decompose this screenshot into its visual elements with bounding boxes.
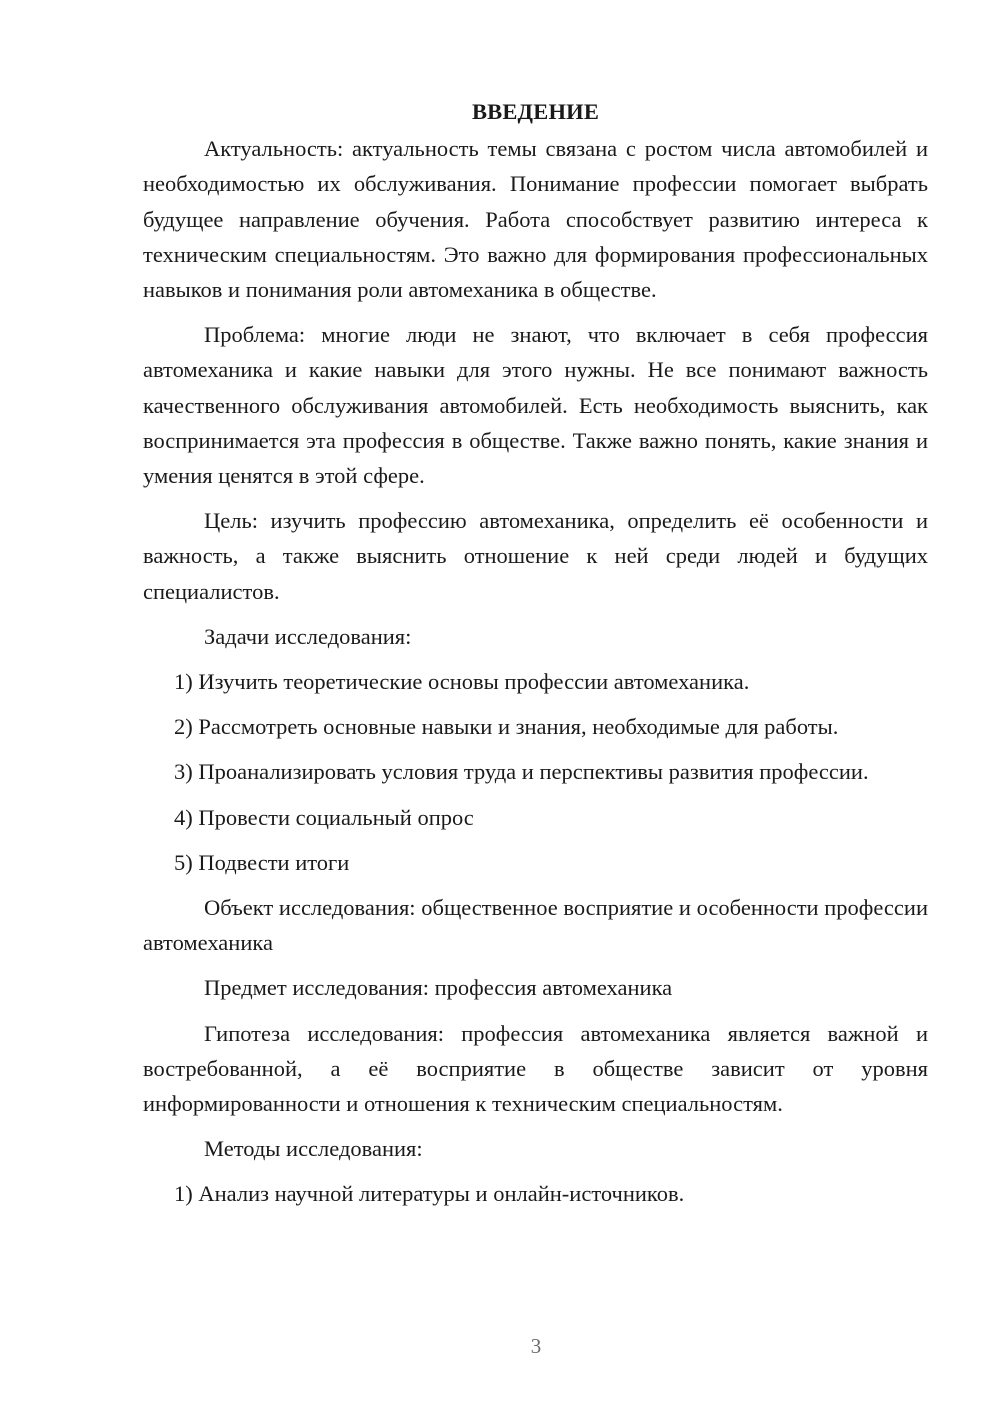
page-number: 3 (530, 1334, 542, 1358)
problem-paragraph: Проблема: многие люди не знают, что включает в себя профессия автомеханика и какие навыки для этого нужны. Не все понимают важность качественного обслуживания автомобилей. Есть необходимость выяснить, как воспринимается эта профессия в обществе. Также важно понять, какие знания и умения ценятся в этой сфере. (143, 322, 928, 489)
subject-paragraph: Предмет исследования: профессия автомеханика (204, 975, 673, 1001)
task-item: 1) Изучить теоретические основы профессии автомеханика. (174, 669, 750, 695)
method-item: 1) Анализ научной литературы и онлайн-источников. (174, 1181, 685, 1207)
tasks-title: Задачи исследования: (204, 623, 412, 649)
goal-paragraph: Цель: изучить профессию автомеханика, определить её особенности и важность, а также выяснить отношение к ней среди людей и будущих специалистов. (143, 508, 928, 604)
task-item: 4) Провести социальный опрос (174, 804, 474, 830)
relevance-paragraph: Актуальность: актуальность темы связана с ростом числа автомобилей и необходимостью их обслуживания. Понимание профессии помогает выбрать будущее направление обучения. Работа способствует развитию интереса к техническим специальностям. Это важно для формирования профессиональных навыков и понимания роли автомеханика в обществе. (143, 136, 928, 303)
methods-title: Методы исследования: (204, 1136, 423, 1162)
page-content (143, 94, 928, 1222)
task-item: 5) Подвести итоги (174, 849, 350, 875)
section-heading: ВВЕДЕНИЕ (471, 99, 600, 124)
hypothesis-paragraph: Гипотеза исследования: профессия автомеханика является важной и востребованной, а её восприятие в обществе зависит от уровня информированности и отношения к техническим специальностям. (143, 1020, 928, 1117)
task-item: 2) Рассмотреть основные навыки и знания, необходимые для работы. (174, 714, 839, 740)
object-paragraph: Объект исследования: общественное восприятие и особенности профессии автомеханика (143, 895, 928, 956)
task-item: 3) Проанализировать условия труда и перспективы развития профессии. (174, 759, 869, 785)
